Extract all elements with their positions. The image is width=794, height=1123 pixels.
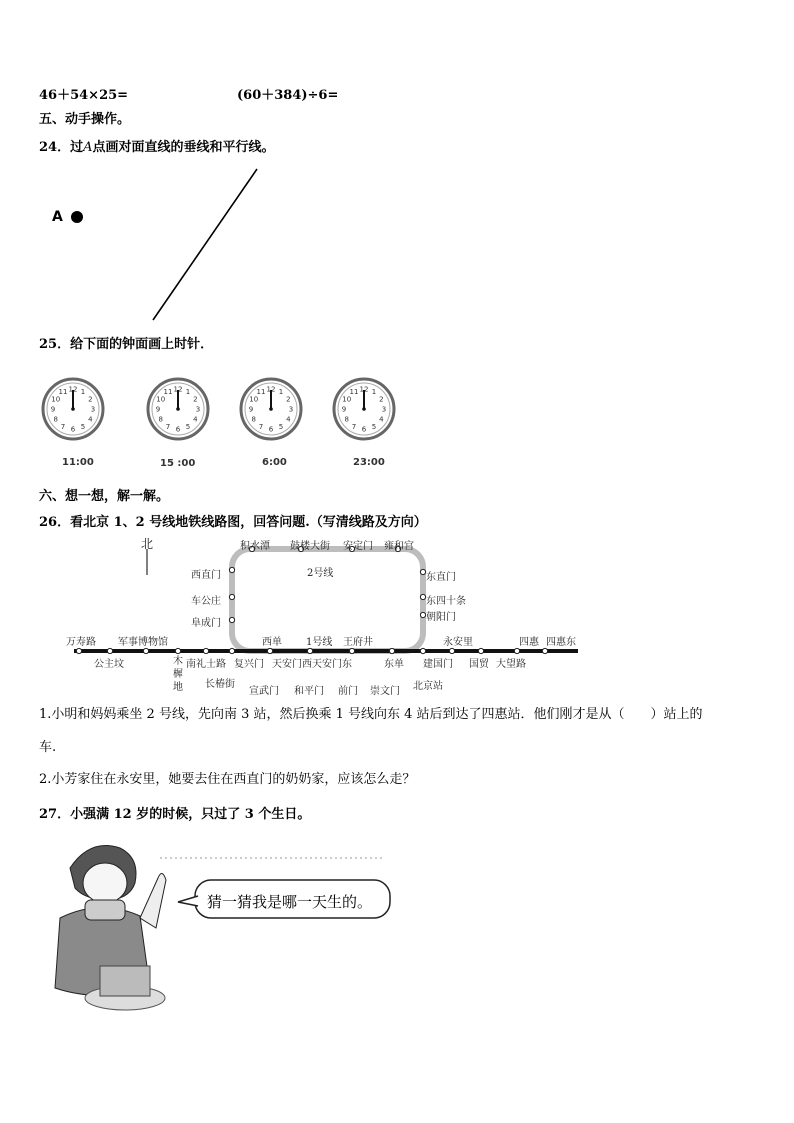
station-nanlishilu: 南礼士路 <box>186 659 226 670</box>
question-26-part-1-end: 车. <box>39 740 57 755</box>
clock-numeral: 9 <box>50 405 56 414</box>
question-24-number: 24．过 <box>39 140 84 155</box>
question-26-part-2: 2.小芳家住在永安里，她要去住在西直门的奶奶家，应该怎么走？ <box>39 772 416 787</box>
station-dot <box>175 648 180 653</box>
point-a-label: A <box>52 209 63 225</box>
station-dot <box>229 648 234 653</box>
station-dot <box>203 648 208 653</box>
clock-numeral: 11 <box>58 388 68 397</box>
station-dot <box>76 648 81 653</box>
north-label: 北 <box>141 537 154 551</box>
question-25: 25．给下面的钟面画上时针． <box>39 337 214 352</box>
station-sihui: 四惠 <box>519 637 539 648</box>
station-dongdan: 东单 <box>384 659 404 670</box>
clock-numeral: 3 <box>90 405 96 414</box>
question-24-text: 点画对面直线的垂线和平行线。 <box>92 140 275 155</box>
station-dot <box>420 569 425 574</box>
station-dot <box>229 617 234 622</box>
speech-bubble-tail <box>178 896 198 906</box>
boy-collar <box>85 900 125 920</box>
clock-numeral: 12 <box>68 385 78 394</box>
clock-numeral: 12 <box>359 385 369 394</box>
clock-numeral: 8 <box>251 415 256 424</box>
clock-numeral: 2 <box>379 395 384 404</box>
clock-numeral: 7 <box>258 422 264 431</box>
clock-numeral: 11 <box>256 388 266 397</box>
station-dot <box>542 648 547 653</box>
clock-label-2: 15 :00 <box>160 458 196 469</box>
station-xuanwumen: 宣武门 <box>249 686 279 697</box>
clock-numeral: 6 <box>268 425 274 434</box>
clock-numeral: 10 <box>156 395 166 404</box>
station-tiananmenxi: 天安门西 <box>272 659 312 670</box>
clock-numeral: 3 <box>195 405 201 414</box>
station-dongsishitiao: 东四十条 <box>426 596 466 607</box>
station-beijingzhan: 北京站 <box>413 681 443 692</box>
clock-numeral: 4 <box>193 415 198 424</box>
boy-raised-hand <box>140 873 166 928</box>
clock-numeral: 10 <box>342 395 352 404</box>
station-yonganli: 永安里 <box>443 637 473 648</box>
boy-illustration <box>40 838 400 1028</box>
station-xizhimen: 西直门 <box>191 570 221 581</box>
station-dot <box>420 612 425 617</box>
question-26: 26．看北京 1、2 号线地铁线路图，回答问题.（写清线路及方向） <box>39 515 427 530</box>
clock-numeral: 9 <box>248 405 254 414</box>
station-dot <box>514 648 519 653</box>
clock-numeral: 8 <box>53 415 58 424</box>
station-andingmen: 安定门 <box>343 541 373 552</box>
clock-numeral: 9 <box>341 405 347 414</box>
station-fuxingmen: 复兴门 <box>234 659 264 670</box>
clock-numeral: 4 <box>286 415 291 424</box>
section-5-title: 五、动手操作。 <box>39 112 131 127</box>
station-chaoyangmen: 朝阳门 <box>426 612 456 623</box>
clock-numeral: 7 <box>60 422 66 431</box>
clock-numeral: 10 <box>249 395 259 404</box>
station-dot <box>420 648 425 653</box>
clock-numeral: 6 <box>175 425 181 434</box>
clock-numeral: 12 <box>266 385 276 394</box>
station-chongwenmen: 崇文门 <box>370 686 400 697</box>
point-variable: A <box>83 140 93 155</box>
station-dot <box>229 594 234 599</box>
clock-numeral: 1 <box>371 388 377 397</box>
station-guomao: 国贸 <box>469 659 489 670</box>
station-jishuitan: 积水潭 <box>240 541 270 552</box>
station-yonghegong: 雍和宫 <box>384 541 414 552</box>
clock-numeral: 5 <box>185 422 191 431</box>
clock-numeral: 9 <box>155 405 161 414</box>
clock-label-4: 23:00 <box>353 457 385 468</box>
clock-numeral: 5 <box>80 422 86 431</box>
clock-numeral: 7 <box>351 422 357 431</box>
expression-2: (60＋384)÷6= <box>237 88 339 103</box>
clock-numeral: 2 <box>88 395 93 404</box>
station-dot <box>420 594 425 599</box>
station-xidan: 西单 <box>262 637 282 648</box>
station-chegongzhuang: 车公庄 <box>191 596 221 607</box>
station-muxidi: 木樨地 <box>173 656 183 693</box>
clock-numeral: 12 <box>173 385 183 394</box>
station-wangfujing: 王府井 <box>343 637 373 648</box>
clock-numeral: 1 <box>278 388 284 397</box>
clock-numeral: 8 <box>158 415 163 424</box>
clock-numeral: 3 <box>288 405 294 414</box>
station-dot <box>349 648 354 653</box>
station-gongzhufen: 公主坟 <box>94 659 124 670</box>
clock-numeral: 10 <box>51 395 61 404</box>
question-26-part-1: 1.小明和妈妈乘坐 2 号线，先向南 3 站，然后换乘 1 号线向东 4 站后到达了四惠站．他们刚才是从（ ）站上的 <box>39 707 703 722</box>
line-1-label: 1号线 <box>306 637 333 648</box>
station-junshibowuguan: 军事博物馆 <box>118 637 168 648</box>
station-qianmen: 前门 <box>338 686 358 697</box>
station-dot <box>478 648 483 653</box>
station-dot <box>267 648 272 653</box>
line-2-label: 2号线 <box>307 568 334 579</box>
clock-numeral: 1 <box>80 388 86 397</box>
expression-1: 46＋54×25= <box>39 88 129 103</box>
station-dawanglu: 大望路 <box>496 659 526 670</box>
clock-numeral: 11 <box>349 388 359 397</box>
clock-numeral: 6 <box>361 425 367 434</box>
station-dot <box>307 648 312 653</box>
station-changchunjie: 长椿街 <box>205 679 235 690</box>
clock-numeral: 5 <box>278 422 284 431</box>
clock-label-3: 6:00 <box>262 457 287 468</box>
station-dot <box>449 648 454 653</box>
station-tiananmendong: 天安门东 <box>312 659 352 670</box>
station-dot <box>107 648 112 653</box>
station-gulou: 鼓楼大街 <box>290 541 330 552</box>
clock-numeral: 2 <box>286 395 291 404</box>
clock-numeral: 6 <box>70 425 76 434</box>
clock-numeral: 5 <box>371 422 377 431</box>
section-6-title: 六、想一想，解一解。 <box>39 489 170 504</box>
question-27: 27．小强满 12 岁的时候，只过了 3 个生日。 <box>39 807 311 822</box>
station-dot <box>143 648 148 653</box>
boy-face <box>83 863 127 903</box>
station-sihuidong: 四惠东 <box>546 637 576 648</box>
station-jianguomen: 建国门 <box>423 659 453 670</box>
clock-numeral: 4 <box>88 415 93 424</box>
clock-label-1: 11:00 <box>62 457 94 468</box>
station-dot <box>229 567 234 572</box>
station-fuchengmen: 阜成门 <box>191 618 221 629</box>
station-hepingmen: 和平门 <box>294 686 324 697</box>
clock-numeral: 2 <box>193 395 198 404</box>
clock-numeral: 1 <box>185 388 191 397</box>
speech-bubble-text: 猜一猜我是哪一天生的。 <box>207 893 373 911</box>
clock-numeral: 11 <box>163 388 173 397</box>
station-dot <box>389 648 394 653</box>
clock-numeral: 3 <box>381 405 387 414</box>
clock-numeral: 7 <box>165 422 171 431</box>
station-wanshoulu: 万寿路 <box>66 637 96 648</box>
cake <box>100 966 150 996</box>
clock-numeral: 4 <box>379 415 384 424</box>
clock-numeral: 8 <box>344 415 349 424</box>
station-dongzhimen: 东直门 <box>426 572 456 583</box>
